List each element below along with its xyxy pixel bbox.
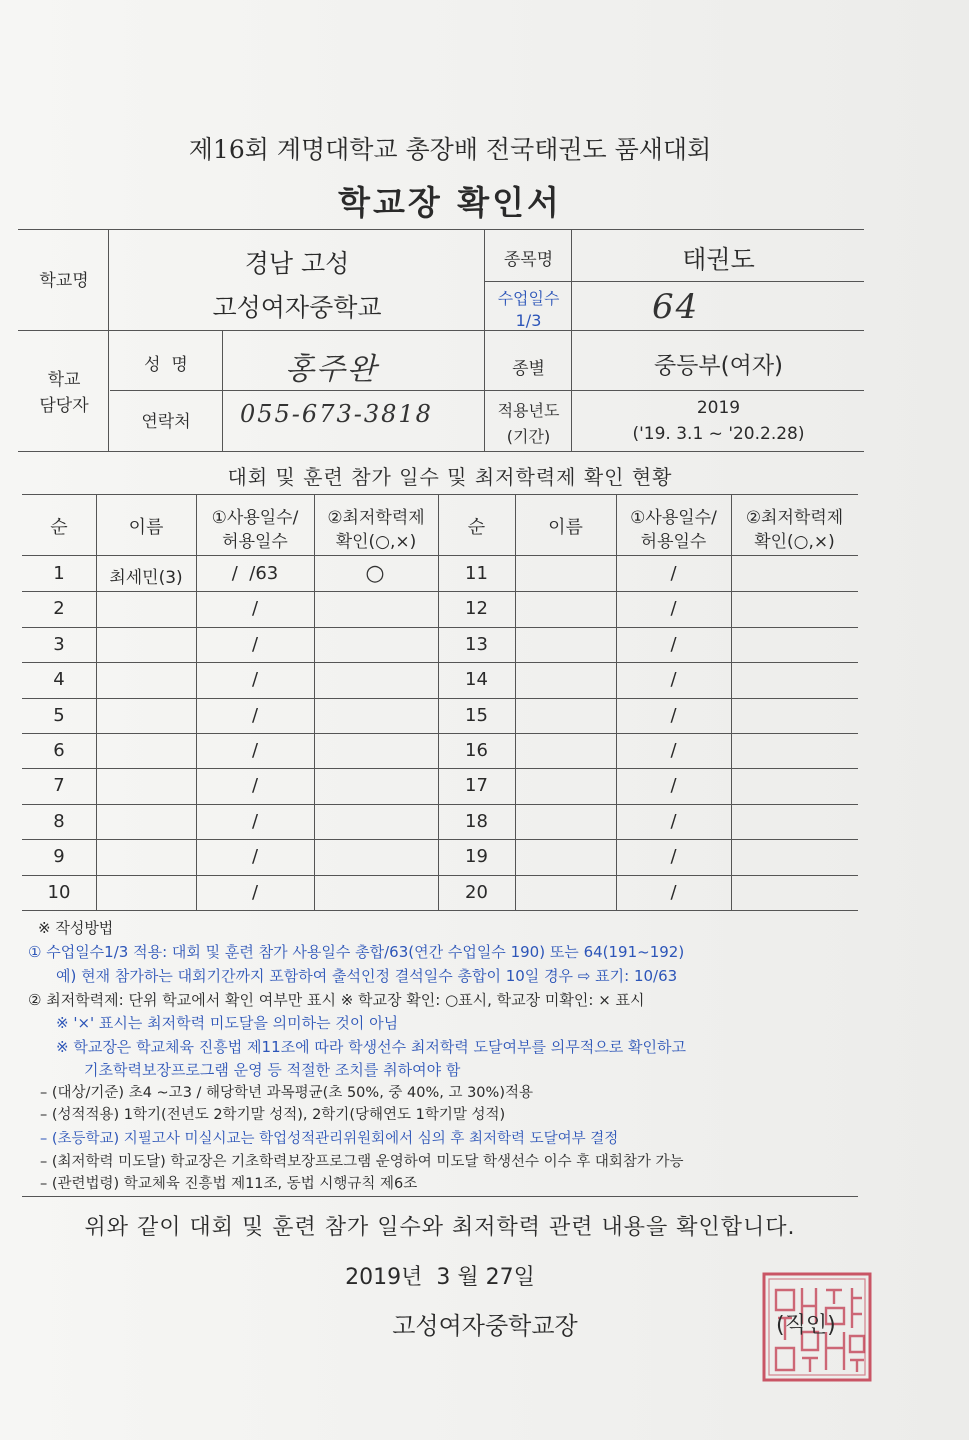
info-divider-right-1 [484, 281, 864, 282]
doc-title: 학교장 확인서 [338, 183, 562, 222]
header-days-2: 허용일수 [222, 532, 288, 552]
row-grade-check: ○ [365, 561, 387, 586]
row-number: 11 [465, 563, 488, 584]
note-2: ② 최저학력제: 단위 학교에서 확인 여부만 표시 ※ 학교장 확인: ○표시, 학교장 미확인: × 표시 [28, 991, 645, 1009]
row-number: 5 [53, 705, 65, 726]
row-number: 14 [465, 669, 488, 690]
row-days-used: / [251, 811, 259, 832]
row-number: 7 [53, 775, 65, 796]
school-region: 경남 고성 [244, 249, 350, 278]
row-days-used: / [670, 846, 677, 867]
note-4b: 기초학력보장프로그램 운영 등 적절한 조치를 취하여야 함 [84, 1061, 461, 1079]
row-number: 2 [53, 598, 65, 619]
row-number: 4 [53, 669, 65, 690]
school-name-label: 학교명 [39, 271, 89, 291]
header-num: 순 [467, 517, 486, 538]
row-number: 1 [53, 563, 65, 584]
row-days-used: / [670, 811, 677, 832]
table-row-divider [438, 839, 858, 840]
row-days-used: / [251, 882, 259, 903]
table-border-top [22, 494, 858, 495]
period-value: ('19. 3.1 ~ '20.2.28) [632, 424, 805, 444]
year-label-2: (기간) [506, 427, 551, 446]
seal-label: (직인) [776, 1313, 836, 1338]
note-1a: ① 수업일수1/3 적용: 대회 및 훈련 참가 사용일수 총합/63(연간 수업일수 190) 또는 64(191~192) [28, 943, 685, 961]
contact-label-1: 학교 [47, 370, 81, 390]
confirm-text: 위와 같이 대회 및 훈련 참가 일수와 최저학력 관련 내용을 확인합니다. [84, 1215, 796, 1240]
notes-divider [22, 1196, 858, 1197]
table-row-divider [22, 591, 438, 592]
division-label: 종별 [512, 359, 545, 379]
info-vline-3 [484, 229, 485, 451]
year-label-1: 적용년도 [497, 401, 560, 420]
info-vline-1 [108, 229, 109, 451]
table-row-divider [22, 839, 438, 840]
row-number: 15 [465, 705, 488, 726]
table-vline [515, 494, 516, 910]
section-title: 대회 및 훈련 참가 일수 및 최저학력제 확인 현황 [227, 465, 673, 489]
table-row-divider [22, 804, 438, 805]
info-divider-1 [18, 330, 864, 331]
row-number: 19 [465, 846, 488, 867]
row-number: 6 [53, 740, 65, 761]
header-grade-1: ②최저학력제 [327, 508, 425, 528]
table-row-divider [438, 627, 858, 628]
info-vline-4 [571, 229, 572, 451]
row-days-used: / [251, 634, 259, 655]
row-number: 20 [465, 882, 488, 903]
info-border-top [18, 229, 864, 230]
info-divider-2 [110, 390, 864, 391]
detail-2: – (성적적용) 1학기(전년도 2학기말 성적), 2학기(당해연도 1학기말 성적) [40, 1107, 506, 1123]
principal-name: 고성여자중학교장 [392, 1312, 578, 1340]
contact-label-2: 담당자 [39, 396, 89, 416]
row-days-used: / [251, 705, 259, 726]
row-days-used: / [251, 740, 259, 761]
table-row-divider [22, 768, 438, 769]
table-row-divider [438, 662, 858, 663]
row-number: 3 [53, 634, 65, 655]
notes-heading: ※ 작성방법 [38, 919, 114, 937]
class-days-label-1: 수업일수 [497, 289, 560, 308]
row-number: 8 [53, 811, 65, 832]
table-row-divider [22, 733, 438, 734]
header-days-1: ①사용일수/ [630, 508, 717, 528]
row-days-used: / [670, 740, 677, 761]
row-days-used: / [670, 705, 677, 726]
table-row-divider [438, 591, 858, 592]
row-days-used: / [670, 634, 677, 655]
table-border-bottom [22, 910, 858, 911]
row-days-used: / [670, 775, 677, 796]
phone-label: 연락처 [141, 412, 191, 432]
note-1b: 예) 현재 참가하는 대회기간까지 포함하여 출석인정 결석일수 총합이 10일 경우 ⇨ 표기: 10/63 [56, 967, 678, 985]
event-title: 제16회 계명대학교 총장배 전국태권도 품새대회 [188, 135, 712, 164]
class-days-label-2: 1/3 [515, 311, 542, 330]
header-days-1: ①사용일수/ [211, 508, 299, 528]
name-label: 성 명 [144, 355, 188, 375]
row-days-used: / [670, 598, 677, 619]
detail-1: – (대상/기준) 초4 ~고3 / 해당학년 과목평균(초 50%, 중 40%, 고 30%)적용 [40, 1085, 533, 1101]
row-student-name: 최세민(3) [109, 568, 183, 588]
table-row-divider [22, 698, 438, 699]
table-row-divider [22, 627, 438, 628]
row-days-used: / [670, 882, 677, 903]
note-4a: ※ 학교장은 학교체육 진흥법 제11조에 따라 학생선수 최저학력 도달여부를 의무적으로 확인하고 [56, 1038, 686, 1056]
table-row-divider [438, 875, 858, 876]
row-number: 18 [465, 811, 488, 832]
row-days-used: / [251, 669, 259, 690]
class-days-value: 64 [652, 287, 700, 327]
year-value: 2019 [696, 398, 741, 418]
table-vline [314, 494, 315, 910]
row-number: 17 [465, 775, 488, 796]
school-name: 고성여자중학교 [212, 293, 382, 322]
table-header-bottom [22, 555, 858, 556]
info-border-bottom [18, 451, 864, 452]
note-3: ※ '×' 표시는 최저학력 미도달을 의미하는 것이 아님 [56, 1014, 399, 1032]
detail-5: – (관련법령) 학교체육 진흥법 제11조, 동법 시행규칙 제6조 [40, 1176, 418, 1192]
sign-date: 2019년 3 월 27일 [345, 1265, 535, 1290]
header-num: 순 [50, 517, 68, 538]
info-vline-2 [222, 330, 223, 451]
table-row-divider [438, 804, 858, 805]
header-name: 이름 [548, 517, 583, 538]
row-number: 13 [465, 634, 488, 655]
table-row-divider [22, 875, 438, 876]
row-number: 10 [47, 882, 71, 903]
event-label: 종목명 [503, 250, 554, 270]
header-days-2: 허용일수 [640, 532, 707, 552]
row-days-used: / [251, 846, 259, 867]
row-days-used: / [251, 598, 259, 619]
row-days-used: / /63 [231, 563, 279, 584]
row-number: 16 [465, 740, 488, 761]
table-row-divider [438, 733, 858, 734]
table-row-divider [22, 662, 438, 663]
table-vline [731, 494, 732, 910]
table-row-divider [438, 768, 858, 769]
row-number: 12 [465, 598, 488, 619]
row-days-used: / [251, 775, 259, 796]
table-row-divider [438, 698, 858, 699]
row-number: 9 [53, 846, 65, 867]
row-days-used: / [670, 669, 677, 690]
header-grade-2: 확인(○,×) [335, 532, 417, 552]
phone-value: 055-673-3818 [240, 400, 433, 428]
table-vline [96, 494, 97, 910]
header-grade-1: ②최저학력제 [745, 508, 844, 528]
header-grade-2: 확인(○,×) [754, 532, 835, 552]
division-value: 중등부(여자) [653, 353, 784, 379]
event-value: 태권도 [682, 245, 755, 274]
detail-4: – (최저학력 미도달) 학교장은 기초학력보장프로그램 운영하여 미도달 학생선수 이수 후 대회참가 가능 [40, 1154, 684, 1170]
name-value: 홍주완 [285, 352, 378, 387]
header-name: 이름 [128, 517, 164, 538]
row-days-used: / [670, 563, 677, 584]
detail-3: – (초등학교) 지필고사 미실시교는 학업성적관리위원회에서 심의 후 최저학력 도달여부 결정 [40, 1131, 619, 1147]
